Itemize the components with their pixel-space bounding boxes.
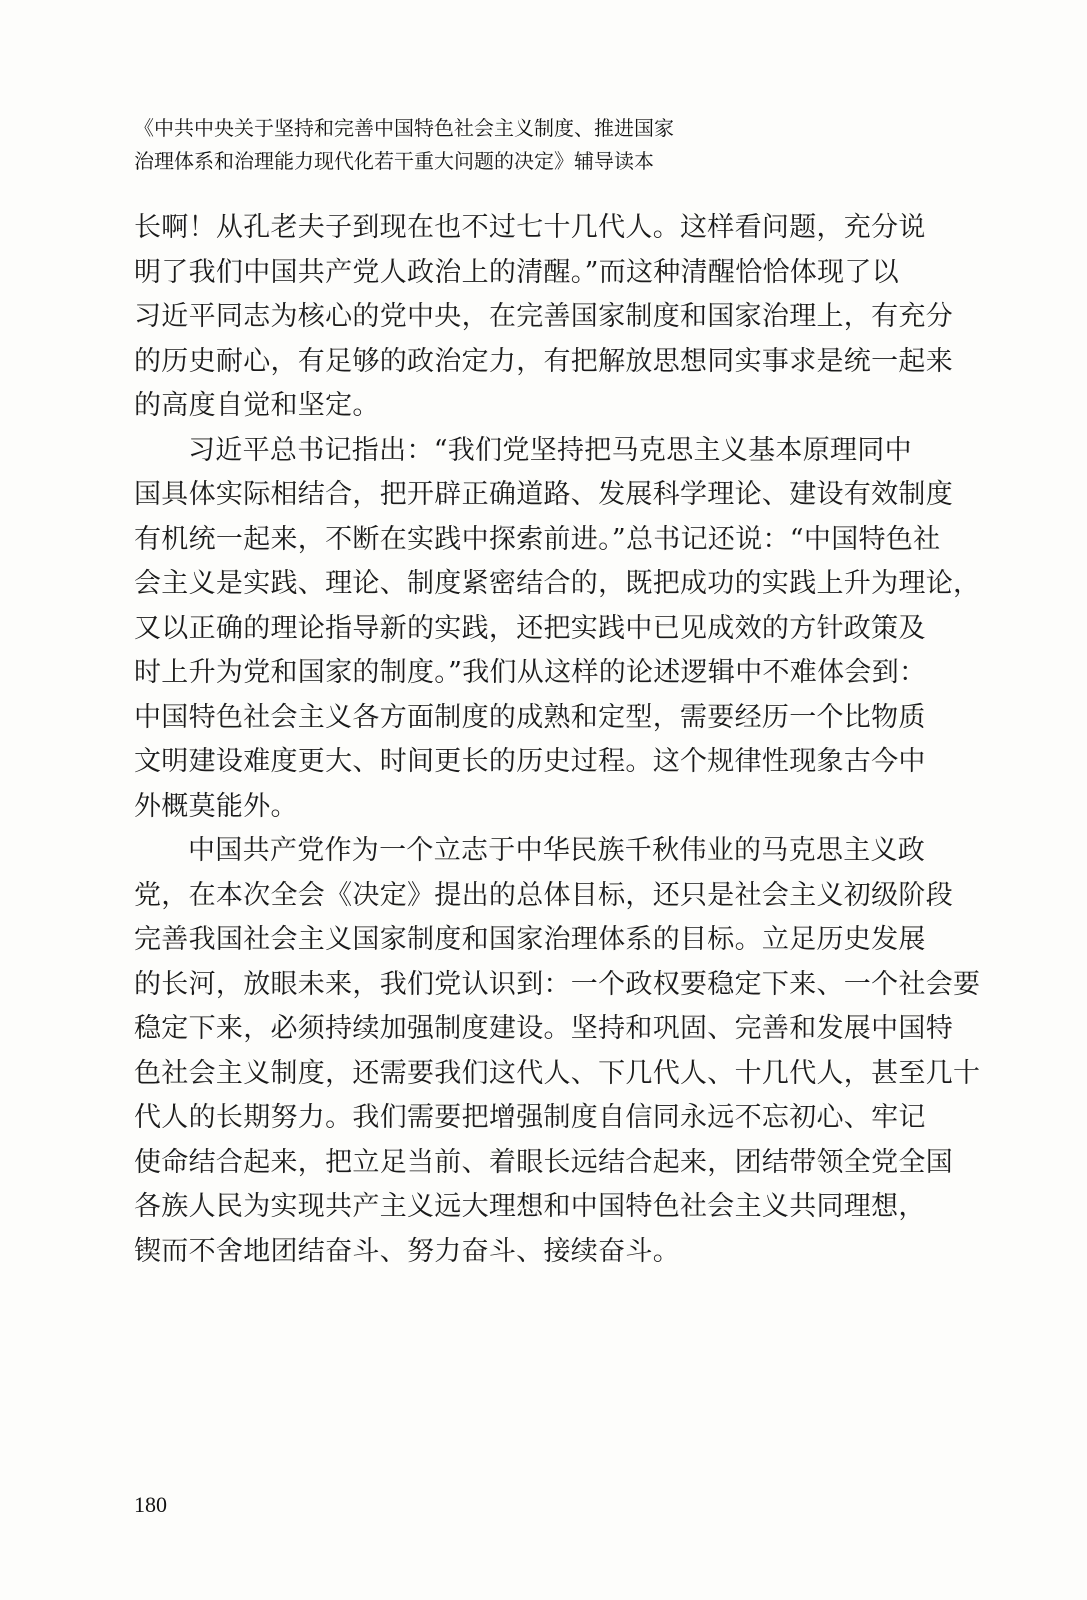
text-line: 稳定下来，必须持续加强制度建设。坚持和巩固、完善和发展中国特 xyxy=(134,1013,953,1044)
text-line: 的长河，放眼未来，我们党认识到：一个政权要稳定下来、一个社会要 xyxy=(134,968,981,1000)
body-text xyxy=(134,206,981,1274)
running-header xyxy=(134,112,954,178)
text-line: 色社会主义制度，还需要我们这代人、下几代人、十几代人，甚至几十 xyxy=(134,1057,981,1089)
text-line: 习近平同志为核心的党中央，在完善国家制度和国家治理上，有充分 xyxy=(134,301,953,332)
text-line: 有机统一起来，不断在实践中探索前进。”总书记还说：“中国特色社 xyxy=(134,523,941,555)
running-header-line-1: 《中共中央关于坚持和完善中国特色社会主义制度、推进国家 xyxy=(134,116,674,140)
text-line: 的高度自觉和坚定。 xyxy=(134,390,380,421)
running-header-line-2: 治理体系和治理能力现代化若干重大问题的决定》辅导读本 xyxy=(134,149,654,173)
text-line: 中国特色社会主义各方面制度的成熟和定型，需要经历一个比物质 xyxy=(134,701,926,733)
page-number: 180 xyxy=(134,1492,167,1517)
text-line: 锲而不舍地团结奋斗、努力奋斗、接续奋斗。 xyxy=(134,1235,680,1267)
text-line: 的历史耐心，有足够的政治定力，有把解放思想同实事求是统一起来 xyxy=(134,345,953,377)
text-line: 国具体实际相结合，把开辟正确道路、发展科学理论、建设有效制度 xyxy=(134,479,953,510)
text-line: 各族人民为实现共产主义远大理想和中国特色社会主义共同理想， xyxy=(134,1191,926,1222)
text-line: 长啊！从孔老夫子到现在也不过七十几代人。这样看问题，充分说 xyxy=(134,212,926,243)
text-line: 代人的长期努力。我们需要把增强制度自信同永远不忘初心、牢记 xyxy=(134,1102,926,1133)
text-line: 外概莫能外。 xyxy=(134,790,298,822)
text-line: 文明建设难度更大、时间更长的历史过程。这个规律性现象古今中 xyxy=(134,746,926,777)
text-line: 党，在本次全会《决定》提出的总体目标，还只是社会主义初级阶段 xyxy=(134,879,953,911)
text-line: 时上升为党和国家的制度。”我们从这样的论述逻辑中不难体会到： xyxy=(134,657,927,688)
text-line: 完善我国社会主义国家制度和国家治理体系的目标。立足历史发展 xyxy=(134,924,926,955)
paragraph-start-line: 中国共产党作为一个立志于中华民族千秋伟业的马克思主义政 xyxy=(188,835,926,866)
text-line: 使命结合起来，把立足当前、着眼长远结合起来，团结带领全党全国 xyxy=(134,1146,953,1178)
text-line: 会主义是实践、理论、制度紧密结合的，既把成功的实践上升为理论， xyxy=(134,568,981,599)
text-line: 明了我们中国共产党人政治上的清醒。”而这种清醒恰恰体现了以 xyxy=(134,256,900,288)
text-line: 又以正确的理论指导新的实践，还把实践中已见成效的方针政策及 xyxy=(134,612,926,644)
paragraph-start-line: 习近平总书记指出：“我们党坚持把马克思主义基本原理同中 xyxy=(188,434,912,466)
